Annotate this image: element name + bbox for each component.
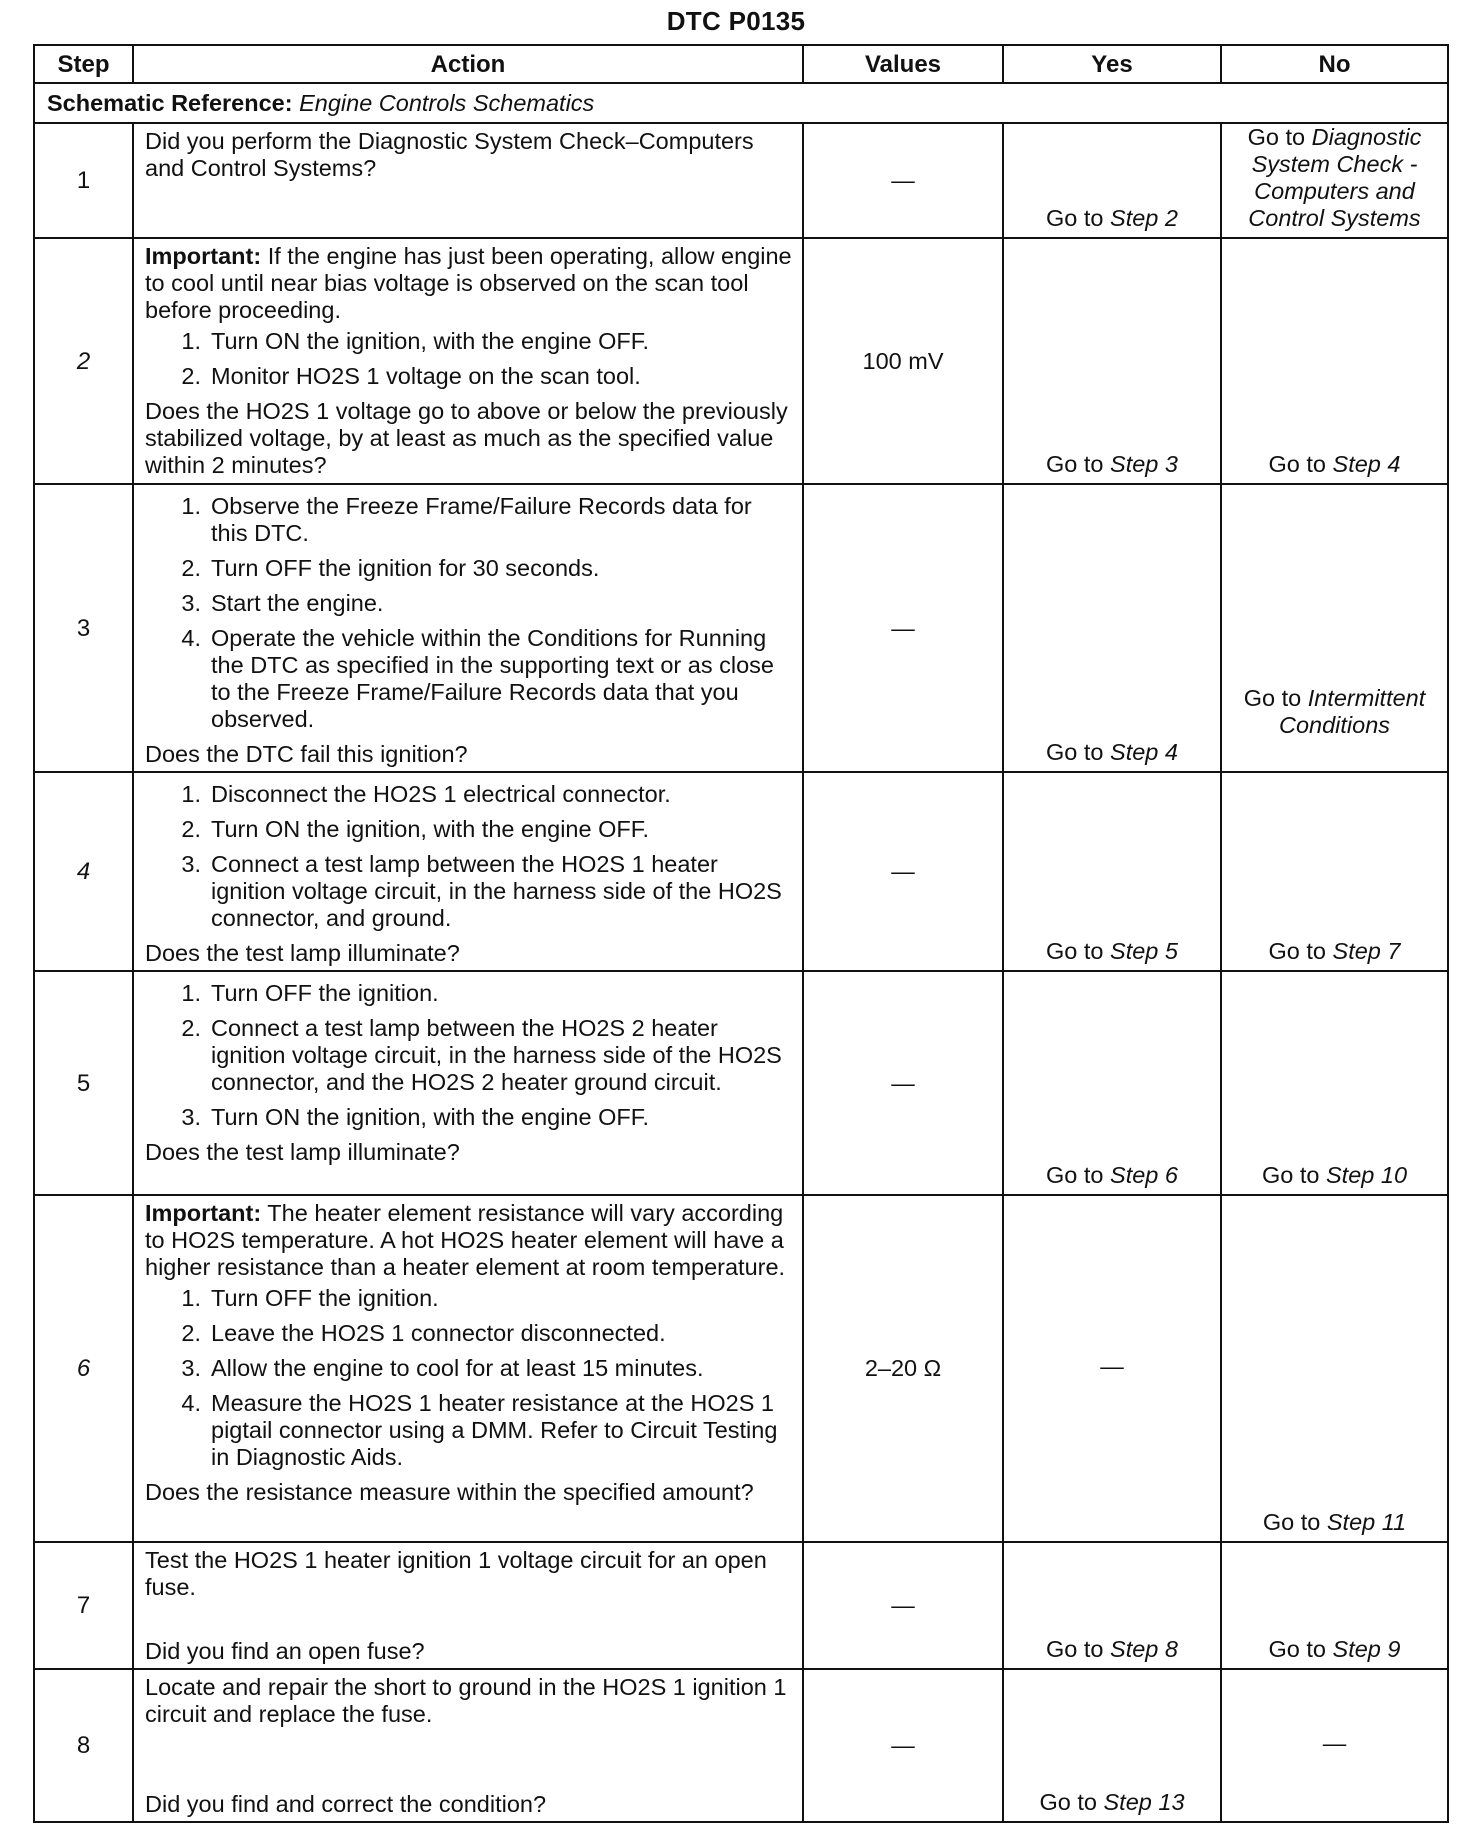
yes-cell <box>1003 1669 1221 1822</box>
no-prefix: Go to <box>1247 124 1312 150</box>
yes-link[interactable]: Step 3 <box>1110 451 1178 477</box>
action-steps <box>145 781 792 932</box>
value-cell: — <box>803 484 1003 772</box>
no-cell <box>1221 123 1448 238</box>
action-question: Does the test lamp illuminate? <box>145 940 460 966</box>
yes-link[interactable]: Step 13 <box>1103 1789 1185 1815</box>
header-yes: Yes <box>1003 45 1221 83</box>
schematic-link[interactable]: Engine Controls Schematics <box>299 89 595 116</box>
action-cell <box>133 1195 803 1542</box>
action-question: Did you find an open fuse? <box>145 1638 425 1664</box>
yes-cell <box>1003 238 1221 484</box>
no-link[interactable]: Step 9 <box>1332 1636 1401 1662</box>
action-cell <box>133 123 803 238</box>
value-cell: — <box>803 772 1003 971</box>
important-label: Important: <box>145 243 262 269</box>
schematic-row <box>34 83 1448 123</box>
action-cell <box>133 1542 803 1669</box>
value-cell: — <box>803 971 1003 1195</box>
list-item: 2. Monitor HO2S 1 voltage on the scan tool. <box>181 363 641 389</box>
yes-link[interactable]: Step 2 <box>1110 205 1178 231</box>
schematic-reference <box>34 83 1448 123</box>
no-prefix: Go to <box>1261 1162 1326 1188</box>
important-label: Important: <box>145 1200 262 1226</box>
action-cell <box>133 484 803 772</box>
header-action: Action <box>133 45 803 83</box>
header-step: Step <box>34 45 133 83</box>
action-cell <box>133 238 803 484</box>
list-item: 2. Turn OFF the ignition for 30 seconds. <box>181 555 600 581</box>
no-link[interactable]: Intermittent Conditions <box>1278 685 1426 738</box>
step-number: 5 <box>34 971 133 1195</box>
list-item: 3. Connect a test lamp between the HO2S 1 heater ignition voltage circuit, in the harness side of the HO2S connector, and ground. <box>181 851 782 931</box>
list-item: 4. Measure the HO2S 1 heater resistance at the HO2S 1 pigtail connector using a DMM. Refer to Circuit Testing in Diagnostic Aids. <box>181 1390 778 1470</box>
step-number: 3 <box>34 484 133 772</box>
value-cell: — <box>803 1669 1003 1822</box>
yes-link[interactable]: Step 4 <box>1110 739 1178 765</box>
no-link[interactable]: Step 11 <box>1326 1509 1407 1535</box>
step-number: 8 <box>34 1669 133 1822</box>
no-link[interactable]: Step 4 <box>1332 451 1401 477</box>
yes-prefix: Go to <box>1046 1636 1111 1662</box>
table-row <box>34 238 1448 484</box>
yes-prefix: Go to <box>1039 1789 1104 1815</box>
no-link[interactable]: Step 7 <box>1332 938 1401 964</box>
list-item: 1. Turn ON the ignition, with the engine OFF. <box>181 328 650 354</box>
value-cell: — <box>803 123 1003 238</box>
yes-cell <box>1003 123 1221 238</box>
table-row <box>34 1542 1448 1669</box>
no-cell <box>1221 772 1448 971</box>
important-note <box>145 243 792 324</box>
important-note <box>145 1200 792 1281</box>
header-values: Values <box>803 45 1003 83</box>
no-link[interactable]: Diagnostic System Check - Computers and Control Systems <box>1248 124 1422 231</box>
yes-prefix: Go to <box>1046 451 1111 477</box>
action-steps <box>145 1285 792 1471</box>
table-row <box>34 484 1448 772</box>
value-cell: — <box>803 1542 1003 1669</box>
action-text: Locate and repair the short to ground in the HO2S 1 ignition 1 circuit and replace the fuse. <box>145 1674 787 1727</box>
list-item: 1. Turn OFF the ignition. <box>181 1285 439 1311</box>
no-cell <box>1221 971 1448 1195</box>
yes-link[interactable]: Step 5 <box>1110 938 1178 964</box>
list-item: 4. Operate the vehicle within the Conditions for Running the DTC as specified in the supporting text or as close to the Freeze Frame/Failure Records data that you observed. <box>181 625 774 732</box>
yes-prefix: Go to <box>1046 739 1111 765</box>
table-row <box>34 1195 1448 1542</box>
step-number: 2 <box>34 238 133 484</box>
list-item: 1. Turn OFF the ignition. <box>181 980 439 1006</box>
no-cell <box>1221 1542 1448 1669</box>
important-text: If the engine has just been operating, allow engine to cool until near bias voltage is observed on the scan tool before proceeding. <box>145 243 792 323</box>
action-question: Does the test lamp illuminate? <box>145 1139 460 1165</box>
action-steps <box>145 980 792 1131</box>
action-cell <box>133 971 803 1195</box>
action-cell <box>133 772 803 971</box>
yes-link[interactable]: Step 8 <box>1110 1636 1178 1662</box>
no-cell: — <box>1221 1669 1448 1822</box>
step-number: 6 <box>34 1195 133 1542</box>
schematic-label: Schematic Reference: <box>47 89 293 116</box>
diagnostic-table <box>33 44 1449 1823</box>
yes-prefix: Go to <box>1046 1162 1111 1188</box>
table-row <box>34 1669 1448 1822</box>
action-cell <box>133 1669 803 1822</box>
header-row <box>34 45 1448 83</box>
step-number: 4 <box>34 772 133 971</box>
value-cell: 2–20 Ω <box>803 1195 1003 1542</box>
yes-cell <box>1003 971 1221 1195</box>
action-question: Did you find and correct the condition? <box>145 1791 547 1817</box>
list-item: 1. Observe the Freeze Frame/Failure Records data for this DTC. <box>181 493 752 546</box>
table-row <box>34 772 1448 971</box>
no-prefix: Go to <box>1243 685 1308 711</box>
yes-prefix: Go to <box>1046 938 1111 964</box>
no-prefix: Go to <box>1268 1636 1333 1662</box>
no-cell <box>1221 238 1448 484</box>
step-number: 7 <box>34 1542 133 1669</box>
action-question: Does the DTC fail this ignition? <box>145 741 468 767</box>
list-item: 2. Connect a test lamp between the HO2S 2 heater ignition voltage circuit, in the harness side of the HO2S connector, and the HO2S 2 heater ground circuit. <box>181 1015 782 1095</box>
table-row <box>34 123 1448 238</box>
action-steps <box>145 493 792 733</box>
action-text: Did you perform the Diagnostic System Check–Computers and Control Systems? <box>145 128 754 181</box>
value-cell: 100 mV <box>803 238 1003 484</box>
header-no: No <box>1221 45 1448 83</box>
list-item: 1. Disconnect the HO2S 1 electrical connector. <box>181 781 671 807</box>
no-prefix: Go to <box>1268 938 1333 964</box>
action-question: Does the HO2S 1 voltage go to above or below the previously stabilized voltage, by at least as much as the specified value within 2 minutes? <box>145 398 788 478</box>
list-item: 3. Turn ON the ignition, with the engine OFF. <box>181 1104 650 1130</box>
action-text: Test the HO2S 1 heater ignition 1 voltage circuit for an open fuse. <box>145 1547 767 1600</box>
list-item: 2. Turn ON the ignition, with the engine OFF. <box>181 816 650 842</box>
no-prefix: Go to <box>1268 451 1333 477</box>
list-item: 2. Leave the HO2S 1 connector disconnected. <box>181 1320 666 1346</box>
action-question: Does the resistance measure within the specified amount? <box>145 1479 754 1505</box>
important-text: The heater element resistance will vary according to HO2S temperature. A hot HO2S heater element will have a higher resistance than a heater element at room temperature. <box>145 1200 786 1280</box>
list-item: 3. Allow the engine to cool for at least 15 minutes. <box>181 1355 704 1381</box>
list-item: 3. Start the engine. <box>181 590 384 616</box>
yes-cell <box>1003 484 1221 772</box>
no-prefix: Go to <box>1262 1509 1327 1535</box>
yes-cell: — <box>1003 1195 1221 1542</box>
step-number: 1 <box>34 123 133 238</box>
no-cell <box>1221 484 1448 772</box>
yes-prefix: Go to <box>1046 205 1111 231</box>
yes-link[interactable]: Step 6 <box>1110 1162 1178 1188</box>
table-row <box>34 971 1448 1195</box>
action-steps <box>145 328 792 390</box>
no-link[interactable]: Step 10 <box>1326 1162 1408 1188</box>
no-cell <box>1221 1195 1448 1542</box>
page-title: DTC P0135 <box>666 6 806 36</box>
yes-cell <box>1003 1542 1221 1669</box>
yes-cell <box>1003 772 1221 971</box>
